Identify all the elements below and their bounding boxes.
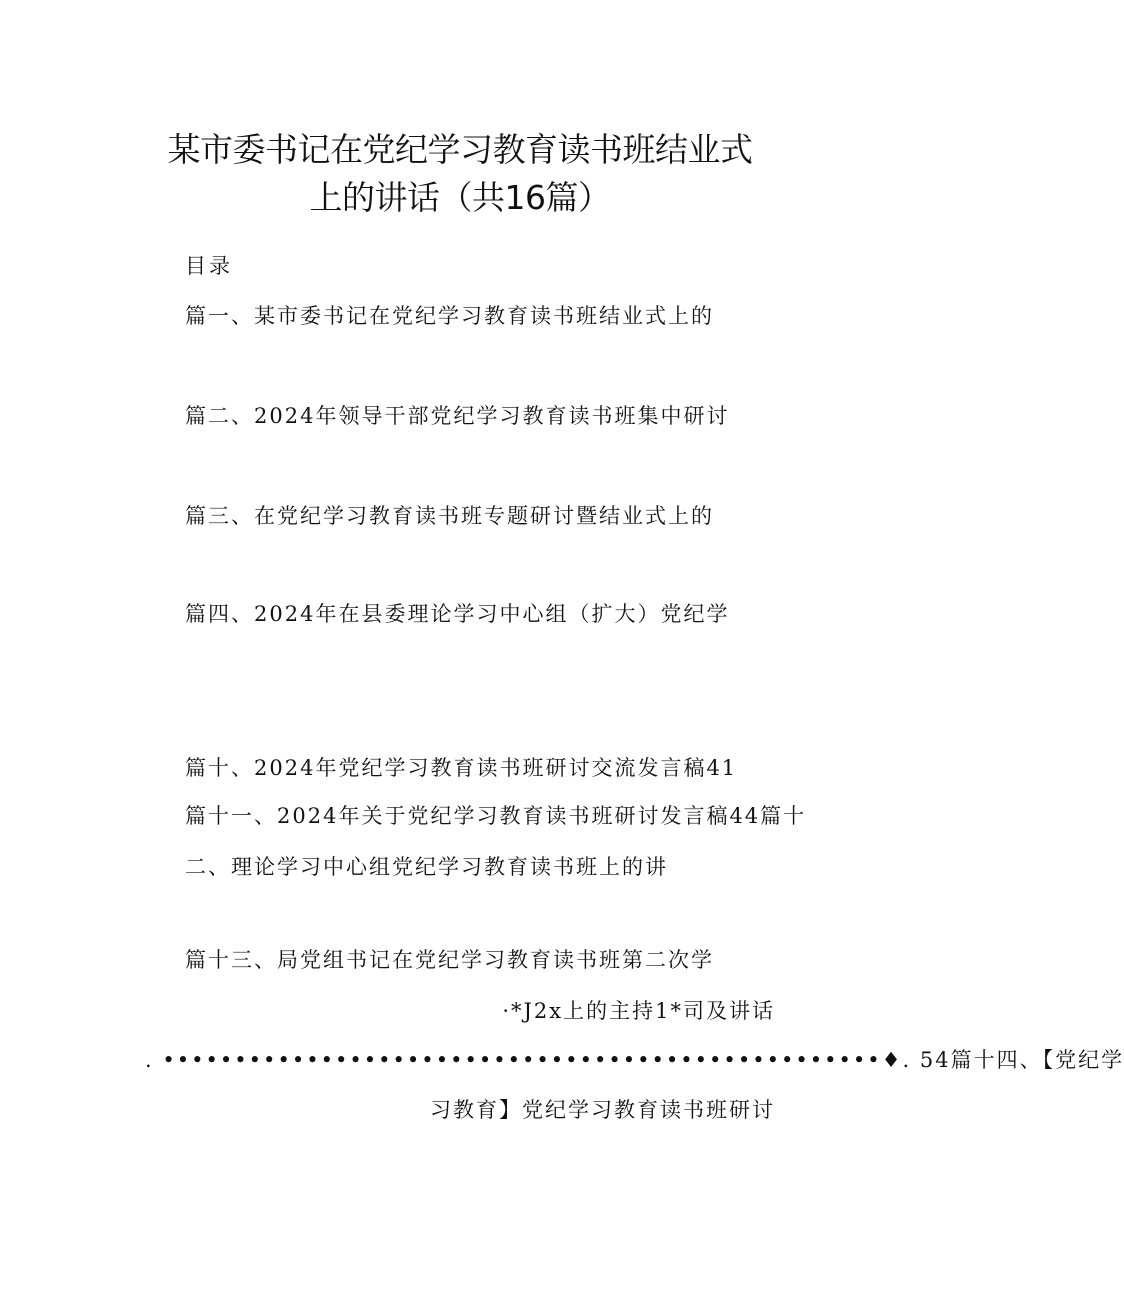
toc-entry: 篇十一、2024年关于党纪学习教育读书班研讨发言稿44篇十 xyxy=(185,804,807,828)
document-title-line-1: 某市委书记在党纪学习教育读书班结业式 xyxy=(167,130,753,169)
toc-entry: 篇十、2024年党纪学习教育读书班研讨交流发言稿41 xyxy=(185,756,738,780)
toc-entry-dotted-leader: . ••••••••••••••••••••••••••••••••••••••••••••••••••♦. 54篇十四、【党纪学 xyxy=(145,1048,1124,1072)
toc-entry: 篇四、2024年在县委理论学习中心组（扩大）党纪学 xyxy=(185,602,730,626)
toc-entry: 习教育】党纪学习教育读书班研讨 xyxy=(430,1098,775,1122)
toc-entry: 二、理论学习中心组党纪学习教育读书班上的讲 xyxy=(185,855,668,879)
toc-entry: 篇三、在党纪学习教育读书班专题研讨暨结业式上的 xyxy=(185,504,714,528)
toc-heading: 目录 xyxy=(185,254,233,278)
toc-entry: ·*J2x上的主持1*司及讲话 xyxy=(502,999,775,1023)
toc-entry: 篇二、2024年领导干部党纪学习教育读书班集中研讨 xyxy=(185,404,730,428)
toc-entry: 篇十三、局党组书记在党纪学习教育读书班第二次学 xyxy=(185,948,714,972)
document-title-line-2: 上的讲话（共16篇） xyxy=(309,178,611,217)
toc-entry: 篇一、某市委书记在党纪学习教育读书班结业式上的 xyxy=(185,304,714,328)
